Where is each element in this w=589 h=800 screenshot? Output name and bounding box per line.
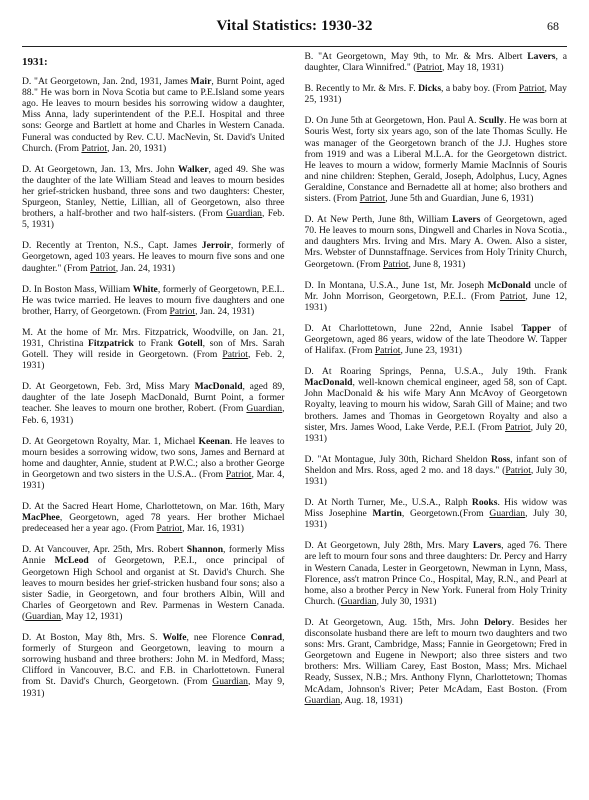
surname: Lavers (472, 540, 502, 552)
entry-text: , July 30, 1931) (376, 595, 437, 607)
entry-text: , Georgetown, aged 78 years. Her brother Michael predeceased her a year ago. (From (22, 512, 285, 535)
surname: Scully (479, 115, 505, 127)
surname: Martin (372, 508, 402, 520)
entry-text: , Mar. 16, 1931) (182, 523, 244, 535)
right-column (305, 51, 568, 716)
entry-text: D. "At Georgetown, Jan. 2nd, 1931, James (22, 76, 191, 88)
entry (22, 381, 285, 425)
surname: Jerroir (201, 240, 231, 252)
entry-text: , son of Mrs. Sarah Gotell. They will reside in Georgetown. (From (22, 337, 285, 361)
entry-text: . He leaves to mourn besides a sorrowing widow, two sons, James and Bernard at home and daughter, Annie, student at P.W.C.; also a brother George in Georgetown and two sisters in the U.S.A.. (From (22, 435, 285, 480)
entry-text: B. Recently to Mr. & Mrs. F. (304, 83, 419, 95)
header-rule (22, 46, 567, 47)
entry (22, 632, 285, 699)
source-newspaper: Guardian (304, 694, 341, 706)
entry-text: , Feb. 5, 1931) (22, 208, 285, 231)
entry (305, 540, 568, 607)
source-newspaper: Guardian (212, 676, 248, 688)
entry (305, 214, 568, 269)
entry-text: , aged 49. She was the daughter of the late William Stead and leaves to mourn besides her grief-stricken husband, three sons and two daughters: Chester, Spurgeon, Stanley, Nettie, Lillian, all of Georgetown, also three brothers, a half-brother and two half-sisters. (From (22, 163, 285, 220)
entry-text: , July 20, 1931) (304, 421, 567, 444)
entry (305, 323, 568, 356)
entry-text: to Frank (133, 337, 178, 349)
entry-text: , June 8, 1931) (408, 258, 466, 270)
entry-text: , aged 76. There are left to mourn four sons and three daughters: Dr. Percy and Harry in Western Canada, Lester in Georgetown, Newman in Lynn, Mass, Florence, ass't matron Prince Co., Hospital, May, R.N., and Pearl at home, also a brother Percy in New York. Funeral from Holy Trinity Church. ( (304, 540, 567, 607)
entry-text: , June 23, 1931) (400, 345, 462, 357)
source-newspaper: Guardian (246, 403, 283, 415)
surname: Rooks (471, 497, 498, 509)
entry-text: , Feb. 2, 1931) (22, 349, 285, 372)
surname: Shannon (186, 544, 224, 556)
entry-text: D. At Georgetown Royalty, Mar. 1, Michael (22, 435, 199, 447)
source-newspaper: Patriot (90, 262, 116, 274)
entry (22, 240, 285, 273)
entry-text: , Jan. 24, 1931) (195, 305, 255, 317)
surname: Gotell (177, 337, 203, 349)
surname: McDonald (487, 279, 531, 291)
entry-text: M. At the home of Mr. Mrs. Fitzpatrick, Woodville, on Jan. 21, 1931, Christina (22, 326, 285, 349)
entry-text: , Burnt Point, aged 88." He was born in Nova Scotia but came to P.E.Island some years ago. He leaves to mourn besides his sorrowing widow a daughter, Miss Anna, lady superintendent of the P.E.I. Hospital and three sons: George and Bartlett at home and Charles in Western Canada. Funeral was conducted by Rev. C.U. MacNevin, St. David's United Church. (From (22, 76, 285, 154)
surname: Keenan (198, 435, 230, 447)
entry-text: , Jan. 24, 1931) (115, 262, 175, 274)
source-newspaper: Patriot (374, 345, 401, 357)
entry (305, 497, 568, 530)
entry-text: D. At Roaring Springs, Penna, U.S.A., July 19th. Frank (304, 366, 567, 378)
source-newspaper: Patriot (225, 468, 252, 480)
entry-text: , aged 89, daughter of the late Joseph MacDonald, Burnt Point, a former teacher. She leaves to mourn one brother, Robert. (From (22, 381, 285, 415)
entry-text: D. In Boston Mass, William (22, 283, 133, 295)
entry-text: D. At Vancouver, Apr. 25th, Mrs. Robert (22, 544, 187, 556)
entry-text: D. Recently at Trenton, N.S., Capt. James (22, 240, 202, 252)
surname: MacDonald (304, 377, 353, 389)
entry-text: , Mar. 4, 1931) (22, 468, 285, 491)
entry (22, 164, 285, 231)
entry-text: , Aug. 18, 1931) (340, 694, 403, 706)
entry (305, 280, 568, 313)
entry (305, 617, 568, 706)
entry-text: , May 12, 1931) (60, 610, 123, 622)
entry-text: , Georgetown.(From (401, 508, 490, 520)
source-newspaper: Patriot (156, 523, 183, 535)
source-newspaper: Patriot (169, 305, 196, 317)
source-newspaper: Guardian (25, 610, 61, 622)
surname: White (132, 283, 158, 295)
entry (22, 501, 285, 534)
entry-text: . His widow was Miss Josephine (304, 497, 567, 520)
entry-text: , May 9, 1931) (22, 676, 285, 699)
entry-text: D. At Georgetown, July 28th, Mrs. Mary (304, 540, 473, 552)
entry-text: , formerly Miss Annie (22, 544, 285, 567)
entry (305, 83, 568, 105)
source-newspaper: Guardian (226, 208, 262, 220)
entry-text: uncle of Mr. John Morrison, Georgetown, P.E.I.. (From (304, 279, 567, 302)
entry (22, 544, 285, 622)
source-newspaper: Patriot (81, 142, 108, 154)
entry-text: D. At Georgetown, Jan. 13, Mrs. John (22, 163, 179, 175)
entry-text: D. At North Turner, Me., U.S.A., Ralph (304, 497, 472, 509)
entry-text: , formerly of Georgetown, aged 103 years. He leaves to mourn five sons and one daughter." (From (22, 240, 285, 274)
source-newspaper: Patriot (416, 62, 443, 74)
entry-text: , a baby boy. (From (441, 83, 519, 95)
entry-text: of Georgetown, aged 86 years, widow of the late Theodore W. Tapper of Halifax. (From (304, 322, 567, 357)
entry-text: D. At Boston, May 8th, Mrs. S. (22, 632, 163, 644)
entry (305, 366, 568, 444)
source-newspaper: Guardian (489, 508, 526, 520)
year-heading: 1931: (22, 56, 48, 68)
entry-text: , July 30, 1931) (304, 464, 567, 487)
surname: Tapper (521, 322, 551, 334)
entry-text: D. At Georgetown, Feb. 3rd, Miss Mary (22, 381, 195, 393)
entry-text: of Georgetown, aged 70. He leaves to mourn sons, Dingwell and Charles in Nova Scotia., and daughters Mrs. Irving and Mrs. Mary A. Owen. Also a sister, Mrs. Webster of Dunnstaffnage. Services from Holy Trinity Church, Georgetown. (From (304, 214, 567, 270)
surname: Dicks (418, 83, 442, 95)
entry-text: , Feb. 6, 1931) (22, 403, 285, 426)
surname: Fitzpatrick (88, 337, 134, 349)
entry-text: , a daughter, Clara Winnifred." ( (304, 51, 567, 74)
entry (22, 436, 285, 491)
source-newspaper: Patriot (222, 349, 248, 361)
entry-text: D. At Georgetown, Aug. 15th, Mrs. John (304, 616, 485, 628)
surname: Conrad (250, 632, 283, 644)
entry-text: , July 30, 1931) (304, 508, 568, 531)
entry-text: , June 12, 1931) (304, 290, 567, 313)
surname: Walker (178, 163, 209, 175)
source-newspaper: Patriot (505, 464, 531, 476)
entry (22, 327, 285, 371)
left-column (22, 51, 285, 716)
source-newspaper: Patriot (359, 193, 386, 205)
entry-text: D. On June 5th at Georgetown, Hon. Paul A. (304, 115, 480, 127)
entry-text: , infant son of Sheldon and Mrs. Ross, aged 2 mo. and 18 days." ( (304, 453, 568, 476)
entry-text: B. "At Georgetown, May 9th, to Mr. & Mrs. Albert (304, 51, 528, 62)
surname: MacDonald (194, 381, 243, 393)
entry-text: . Besides her disconsolate husband there are left to mourn two daughters and two sons: Mrs. Grant, Cambridge, Mass; Fannie in Georgetown; Fred in Georgetown and Eugene in Newport; also three sisters and two brothers: Mrs. William Carey, East Boston, Mass; Mrs. Michael Ready, Sussex, N.B.; Mrs. Anthony Flynn, Charlottetown; Thomas McAdam, Johnson's River; Peter McAdam, East Boston. (From (304, 616, 568, 695)
entry-text: , June 5th and Guardian, June 6, 1931) (385, 193, 534, 205)
surname: McLeod (54, 555, 89, 567)
page-title: Vital Statistics: 1930-32 (216, 18, 373, 34)
page-header (22, 18, 567, 40)
entry-text: D. At the Sacred Heart Home, Charlottetown, on Mar. 16th, Mary (22, 501, 285, 513)
entry-text: , May 18, 1931) (442, 62, 504, 74)
entry-text: , formerly of Georgetown, P.E.I.. He was twice married. He leaves to mourn five daughters and one brother, Harry, of Georgetown. (From (22, 283, 285, 317)
source-newspaper: Patriot (382, 258, 409, 270)
entry (305, 51, 568, 73)
source-newspaper: Patriot (505, 421, 531, 433)
surname: MacPhee (22, 512, 60, 524)
entry-text: . He was born at Souris West, forty six years ago, son of the late Thomas Scully. He was manager of the Georgetown branch of the J.J. Hughes store from 1919 and was a Liberal M.L.A. for the Georgetown district. He leaves to mourn a widow, formerly Mamie MacInnis of Souris and nine children: Stephen, Gerald, Joseph, Adolphus, Lucy, Agnes Geraldine, Constance and Bernadette all at home; also brothers and sisters. (From (304, 115, 568, 205)
source-newspaper: Patriot (518, 83, 545, 95)
entry-text: D. "At Montague, July 30th, Richard Sheldon (304, 453, 491, 465)
entry-text: , nee Florence (186, 632, 251, 644)
page-number: 68 (547, 19, 559, 33)
entry-text: , Jan. 20, 1931) (107, 142, 167, 154)
surname: Mair (190, 76, 212, 88)
entry (22, 284, 285, 317)
surname: Ross (490, 453, 511, 465)
entry-text: D. At New Perth, June 8th, William (304, 214, 453, 226)
entry (305, 115, 568, 204)
entry (305, 454, 568, 487)
source-newspaper: Patriot (499, 290, 526, 302)
entry-text: D. At Charlottetown, June 22nd, Annie Isabel (304, 322, 522, 334)
surname: Wolfe (162, 632, 187, 644)
surname: Lavers (527, 51, 556, 62)
surname: Delory (484, 616, 512, 628)
entry-text: , May 25, 1931) (304, 83, 567, 106)
entry-text: , well-known chemical engineer, aged 58, son of Capt. John MacDonald & his wife Mary Ann McAvoy of Georgetown Royalty, leaving to mourn his widow, Sarah Gill of Maine; and two brothers. James and Thomas in Georgetown Royalty and also a sister, Mrs. James Wood, Lake Verde, P.E.I. (From (304, 377, 567, 433)
entry-text: , formerly of Sturgeon and Georgetown, leaving to mourn a sorrowing husband and three brothers: John M. in Medford, Mass; Clifford in Vancouver, B.C. and F.B. in Charlottetown. Funeral from St. David's Church, Georgetown. (From (22, 632, 285, 688)
entry-text: D. In Montana, U.S.A., June 1st, Mr. Joseph (304, 279, 488, 291)
entry-text: of Georgetown, P.E.I., once principal of Georgetown High School and organist at St. David's Church. She leaves to mourn besides her grief-stricken husband four sons; also a sister Sadie, in Georgetown, and four brothers Albin, Will and Charles of Georgetown and Rev. Parmenas in Western Canada. ( (22, 555, 285, 622)
entry (22, 76, 285, 154)
source-newspaper: Guardian (340, 595, 377, 607)
surname: Lavers (452, 214, 481, 226)
two-column-body (22, 51, 567, 716)
